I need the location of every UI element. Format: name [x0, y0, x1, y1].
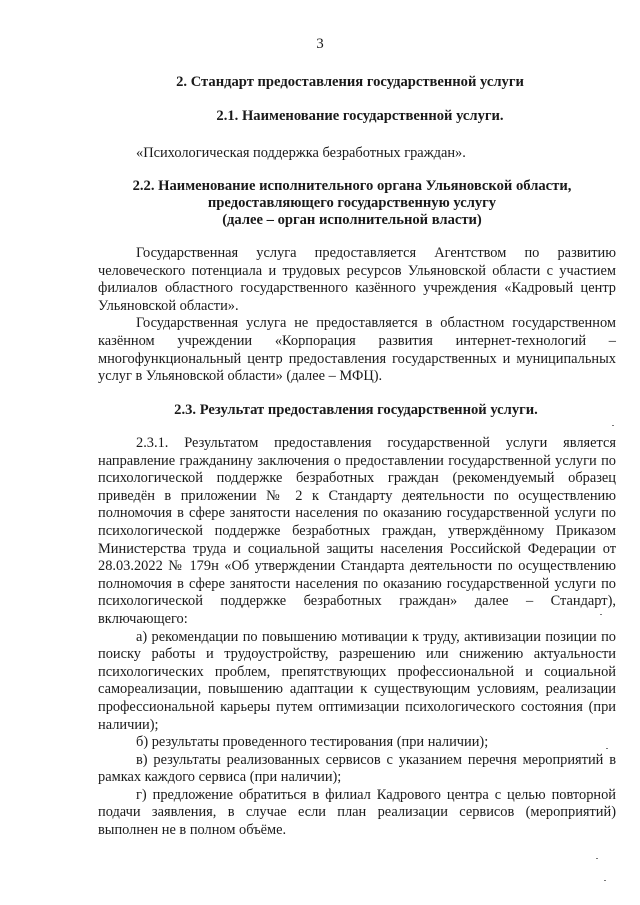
scan-speck [600, 614, 602, 615]
list-item-b: б) результаты проведенного тестирования (при наличии); [136, 734, 489, 751]
section-2-1-title: 2.1. Наименование государственной услуги. [216, 108, 504, 124]
section-2-2-body [98, 245, 616, 386]
section-2-2-title-line-3: (далее – орган исполнительной власти) [222, 212, 482, 228]
scan-speck [606, 748, 608, 749]
list-item-a: а) рекомендации по повышению мотивации к труду, активизации позиции по поиску работы и трудоустройству, разрешению или снижению актуальности психологических проблем, препятствующих профессиональной и социальной самореализации, повышению адаптации к существующим условиям, реализации профессиональной карьеры путем оптимизации психологического состояния (при наличии); [98, 628, 616, 733]
service-name: «Психологическая поддержка безработных граждан». [136, 145, 466, 161]
section-2-title: 2. Стандарт предоставления государственной услуги [176, 74, 524, 90]
list-item-v: в) результаты реализованных сервисов с указанием перечня мероприятий в рамках каждого сервиса (при наличии); [98, 751, 616, 786]
scan-speck [596, 858, 598, 859]
section-2-3-title: 2.3. Результат предоставления государственной услуги. [174, 402, 538, 418]
section-2-3-body [98, 435, 616, 840]
scan-speck [604, 880, 606, 881]
scan-speck [612, 425, 614, 426]
section-2-2-title-line-1: 2.2. Наименование исполнительного органа Ульяновской области, [132, 178, 572, 194]
list-item-g: г) предложение обратиться в филиал Кадрового центра с целью повторной подачи заявления, в случае если план реализации сервисов (мероприятий) выполнен не в полном объёме. [98, 786, 616, 839]
paragraph-agency: Государственная услуга предоставляется Агентством по развитию человеческого потенциала и трудовых ресурсов Ульяновской области с участием филиалов областного государственного казённого учреждения «Кадровый центр Ульяновской области». [98, 245, 616, 314]
section-2-2-title-line-2: предоставляющего государственную услугу [207, 195, 497, 211]
page-number: 3 [316, 36, 324, 52]
paragraph-mfc: Государственная услуга не предоставляется в областном государственном казённом учреждении «Корпорация развития интернет-технологий – многофункциональный центр предоставления государственных и муниципальных услуг в Ульяновской области» (далее – МФЦ). [98, 315, 616, 385]
paragraph-result-2-3-1: 2.3.1. Результатом предоставления государственной услуги является направление гражданину заключения о предоставлении государственной услуги по психологической поддержке безработных граждан (рекомендуемый образец приведён в приложении № 2 к Стандарту деятельности по осуществлению полномочия в сфере занятости населения по оказанию государственной услуги по психологической поддержке безработных граждан, утверждённому Приказом Министерства труда и социальной защиты населения Российской Федерации от 28.03.2022 № 179н «Об утверждении Стандарта деятельности по осуществлению полномочия в сфере занятости населения по оказанию государственной услуги по психологической поддержке безработных граждан» далее – Стандарт), включающего: [98, 435, 616, 627]
